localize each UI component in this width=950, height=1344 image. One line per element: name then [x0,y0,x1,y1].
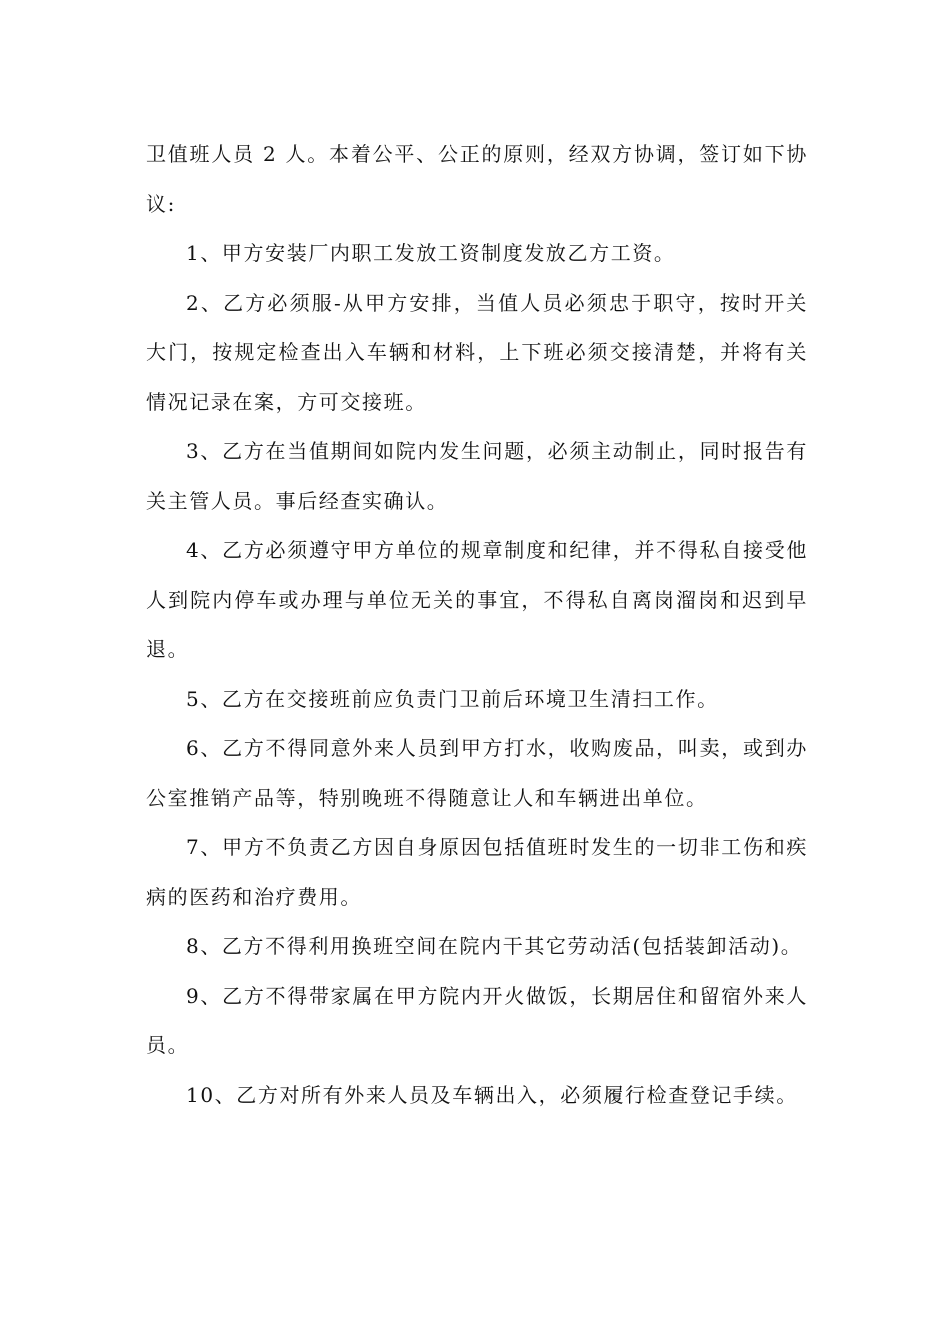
clause-3-paragraph: 3、乙方在当值期间如院内发生问题，必须主动制止，同时报告有关主管人员。事后经查实确认。 [146,439,808,513]
clause-7-paragraph: 7、甲方不负责乙方因自身原因包括值班时发生的一切非工伤和疾病的医药和治疗费用。 [146,835,808,909]
clause-9-paragraph: 9、乙方不得带家属在甲方院内开火做饭，长期居住和留宿外来人员。 [146,983,808,1057]
clause-6-paragraph: 6、乙方不得同意外来人员到甲方打水，收购废品，叫卖，或到办公室推销产品等，特别晚班不得随意让人和车辆进出单位。 [146,736,808,810]
document-body [146,130,808,1120]
intro-paragraph: 卫值班人员 2 人。本着公平、公正的原则，经双方协调，签订如下协议: [146,142,808,216]
clause-5-paragraph: 5、乙方在交接班前应负责门卫前后环境卫生清扫工作。 [186,686,719,711]
clause-2-paragraph: 2、乙方必须服-从甲方安排，当值人员必须忠于职守，按时开关大门，按规定检查出入车辆和材料，上下班必须交接清楚，并将有关情况记录在案，方可交接班。 [146,290,808,414]
clause-4-paragraph: 4、乙方必须遵守甲方单位的规章制度和纪律，并不得私自接受他人到院内停车或办理与单位无关的事宜，不得私自离岗溜岗和迟到早退。 [146,538,808,661]
clause-10-paragraph: 10、乙方对所有外来人员及车辆出入，必须履行检查登记手续。 [186,1082,798,1107]
clause-1-paragraph: 1、甲方安装厂内职工发放工资制度发放乙方工资。 [186,241,676,265]
clause-8-paragraph: 8、乙方不得利用换班空间在院内干其它劳动活(包括装卸活动)。 [186,934,803,958]
